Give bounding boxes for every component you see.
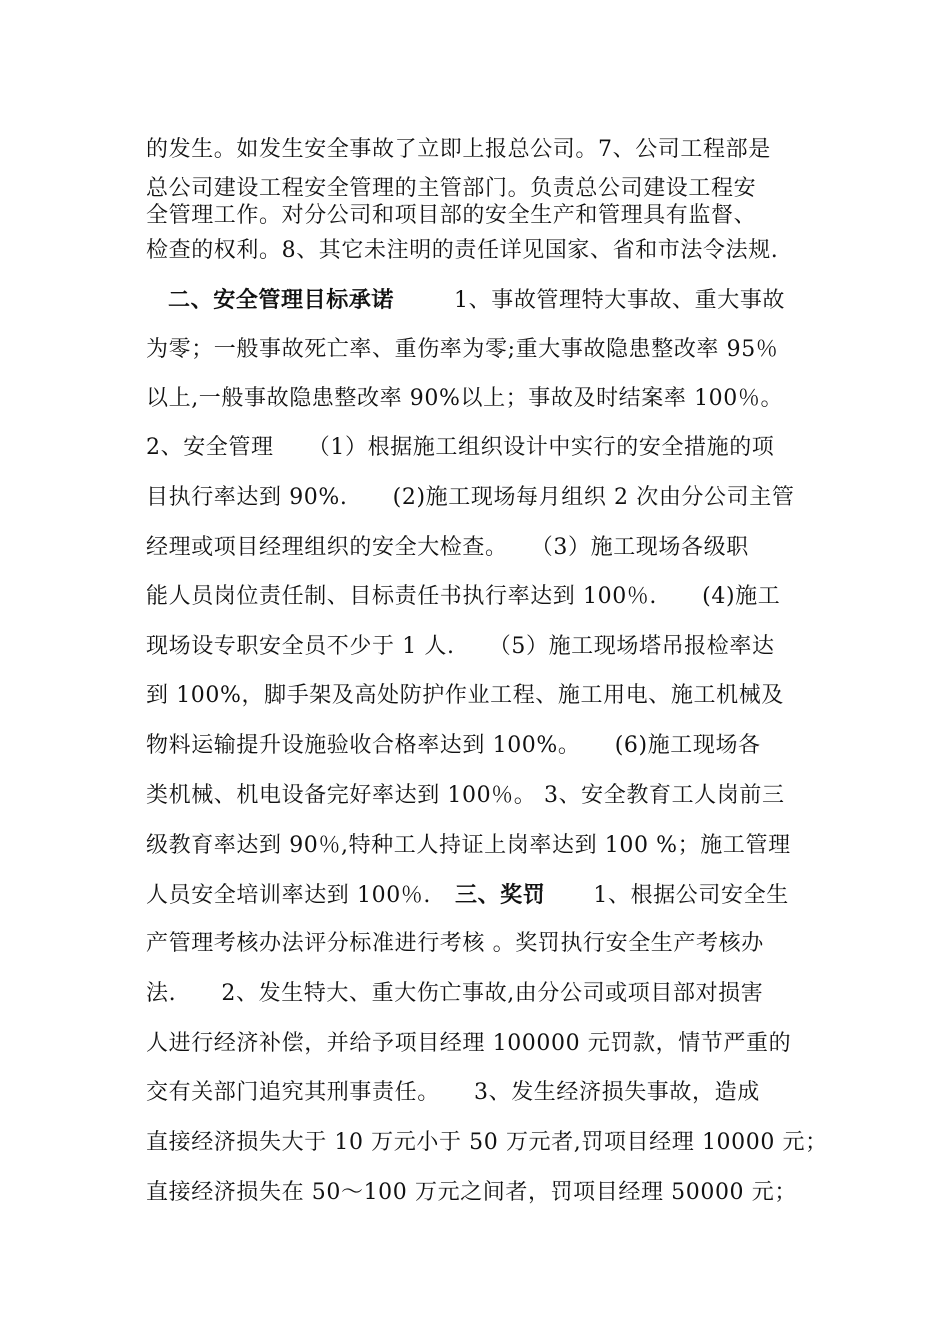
text-line: 现场设专职安全员不少于 1 人. （5）施工现场塔吊报检率达 <box>146 634 775 659</box>
text-line: 级教育率达到 90％,特种工人持证上岗率达到 100 %；施工管理 <box>146 833 791 858</box>
text-line <box>146 287 816 314</box>
text-line: 直接经济损失在 50～100 万元之间者，罚项目经理 50000 元； <box>146 1180 797 1205</box>
text-line: 全管理工作。对分公司和项目部的安全生产和管理具有监督、 <box>146 203 757 228</box>
text-line: 的发生。如发生安全事故了立即上报总公司。7、公司工程部是 <box>146 137 771 162</box>
section-heading: 三、奖罚 <box>454 882 546 908</box>
text-line: 交有关部门追究其刑事责任。 3、发生经济损失事故，造成 <box>146 1080 760 1105</box>
text-line: 2、安全管理 （1）根据施工组织设计中实行的安全措施的项 <box>146 435 775 460</box>
inline-text: 1、根据公司安全生 <box>593 883 789 908</box>
text-line: 检查的权利。8、其它未注明的责任详见国家、省和市法令法规. <box>146 238 779 263</box>
text-line <box>146 882 816 909</box>
text-line: 类机械、机电设备完好率达到 100％。 3、安全教育工人岗前三 <box>146 783 785 808</box>
text-line: 以上,一般事故隐患整改率 90%以上；事故及时结案率 100％。 <box>146 386 784 411</box>
text-line: 为零；一般事故死亡率、重伤率为零;重大事故隐患整改率 95％ <box>146 337 779 362</box>
text-line: 物料运输提升设施验收合格率达到 100%。 (6)施工现场各 <box>146 733 761 758</box>
text-line: 经理或项目经理组织的安全大检查。 （3）施工现场各级职 <box>146 535 749 560</box>
text-line: 目执行率达到 90%. (2)施工现场每月组织 2 次由分公司主管 <box>146 485 795 510</box>
text-line: 总公司建设工程安全管理的主管部门。负责总公司建设工程安 <box>146 176 757 201</box>
text-line: 产管理考核办法评分标准进行考核 。奖罚执行安全生产考核办 <box>146 931 764 956</box>
text-line: 能人员岗位责任制、目标责任书执行率达到 100％. (4)施工 <box>146 584 781 609</box>
section-heading: 二、安全管理目标承诺 <box>168 287 395 313</box>
inline-text: 1、事故管理特大事故、重大事故 <box>454 288 786 313</box>
text-line: 法. 2、发生特大、重大伤亡事故,由分公司或项目部对损害 <box>146 981 764 1006</box>
text-line: 直接经济损失大于 10 万元小于 50 万元者,罚项目经理 10000 元； <box>146 1130 828 1155</box>
text-line: 人进行经济补偿，并给予项目经理 100000 元罚款，情节严重的 <box>146 1031 792 1056</box>
inline-text: 人员安全培训率达到 100％. <box>146 883 431 908</box>
text-line: 到 100%，脚手架及高处防护作业工程、施工用电、施工机械及 <box>146 683 784 708</box>
